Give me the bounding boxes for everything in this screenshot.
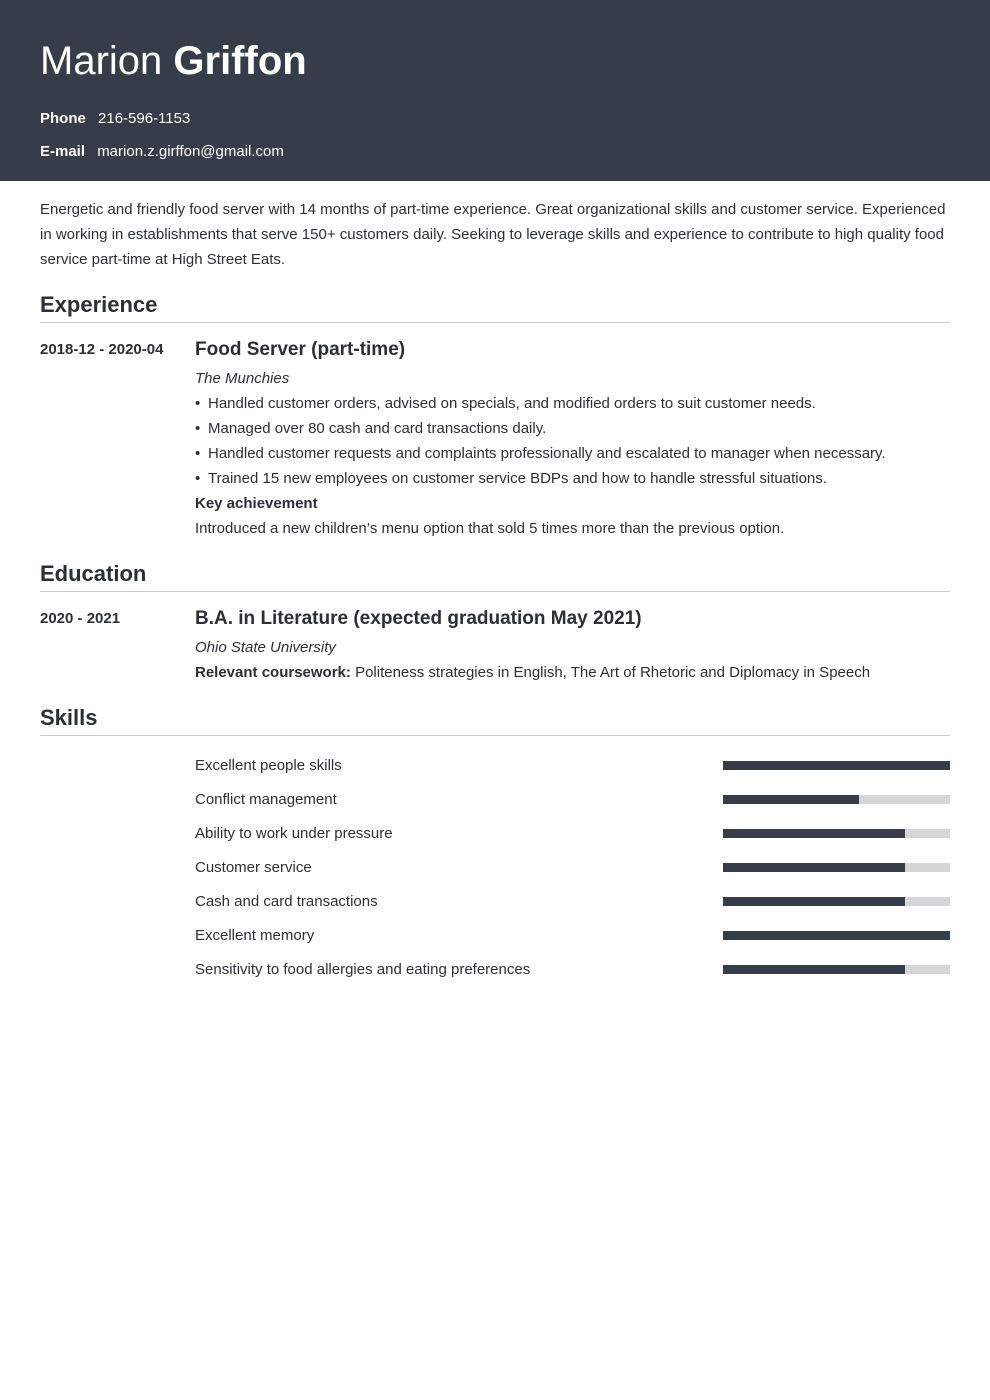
skill-level-bar <box>723 897 950 906</box>
employer-name: The Munchies <box>195 370 290 387</box>
experience-entry <box>40 337 950 541</box>
skill-level-fill <box>723 761 950 770</box>
coursework-label: Relevant coursework: <box>195 664 351 681</box>
email-value: marion.z.girffon@gmail.com <box>97 143 284 160</box>
list-item: • Handled customer requests and complaints professionally and escalated to manager when necessary. <box>195 441 950 466</box>
skills-heading: Skills <box>40 705 950 736</box>
skill-level-fill <box>723 829 905 838</box>
experience-body <box>195 337 950 541</box>
experience-heading: Experience <box>40 292 950 323</box>
first-name: Marion <box>40 39 163 83</box>
skill-row <box>195 918 950 952</box>
skill-level-fill <box>723 863 905 872</box>
responsibility-list <box>195 391 950 491</box>
phone-row <box>40 110 950 128</box>
skill-name: Excellent memory <box>195 926 315 944</box>
skill-level-bar <box>723 965 950 974</box>
skill-level-bar <box>723 761 950 770</box>
skill-row <box>195 850 950 884</box>
skill-name: Ability to work under pressure <box>195 824 393 842</box>
skill-name: Customer service <box>195 858 312 876</box>
coursework-text: Politeness strategies in English, The Art of Rhetoric and Diplomacy in Speech <box>355 664 871 681</box>
email-label: E-mail <box>40 143 86 160</box>
skill-level-fill <box>723 897 905 906</box>
key-achievement-label: Key achievement <box>195 495 318 512</box>
skill-level-fill <box>723 931 950 940</box>
coursework-row <box>195 660 950 685</box>
last-name: Griffon <box>173 39 307 83</box>
candidate-name <box>40 38 950 84</box>
skill-level-fill <box>723 965 905 974</box>
email-row <box>40 143 950 161</box>
skill-name: Conflict management <box>195 790 337 808</box>
skill-level-bar <box>723 829 950 838</box>
skill-name: Excellent people skills <box>195 756 342 774</box>
skill-row <box>195 748 950 782</box>
phone-value: 216-596-1153 <box>98 110 191 127</box>
resume-body <box>0 181 990 986</box>
resume-header <box>0 0 990 181</box>
skill-level-bar <box>723 931 950 940</box>
skill-row <box>195 782 950 816</box>
list-item: • Trained 15 new employees on customer service BDPs and how to handle stressful situations. <box>195 466 950 491</box>
skills-list <box>40 748 950 986</box>
education-dates: 2020 - 2021 <box>40 610 121 627</box>
skill-row <box>195 952 950 986</box>
list-item: • Handled customer orders, advised on specials, and modified orders to suit customer needs. <box>195 391 950 416</box>
skill-row <box>195 816 950 850</box>
school-name: Ohio State University <box>195 639 336 656</box>
education-heading: Education <box>40 561 950 592</box>
skill-row <box>195 884 950 918</box>
list-item: • Managed over 80 cash and card transactions daily. <box>195 416 950 441</box>
experience-dates: 2018-12 - 2020-04 <box>40 341 164 358</box>
skill-level-fill <box>723 795 859 804</box>
education-entry <box>40 606 950 685</box>
summary-text: Energetic and friendly food server with 14 months of part-time experience. Great organizational skills and customer service. Experienced in working in establishments that serve 150+ customers daily. Seeking to leverage skills and experience to contribute to high quality food service part-time at High Street Eats. <box>40 201 946 268</box>
degree-title: B.A. in Literature (expected graduation May 2021) <box>195 608 642 629</box>
skill-name: Sensitivity to food allergies and eating preferences <box>195 960 531 978</box>
job-title: Food Server (part-time) <box>195 339 406 360</box>
education-body <box>195 606 950 685</box>
key-achievement-text: Introduced a new children’s menu option that sold 5 times more than the previous option. <box>195 520 785 537</box>
skill-level-bar <box>723 795 950 804</box>
phone-label: Phone <box>40 110 86 127</box>
skill-name: Cash and card transactions <box>195 892 378 910</box>
skill-level-bar <box>723 863 950 872</box>
